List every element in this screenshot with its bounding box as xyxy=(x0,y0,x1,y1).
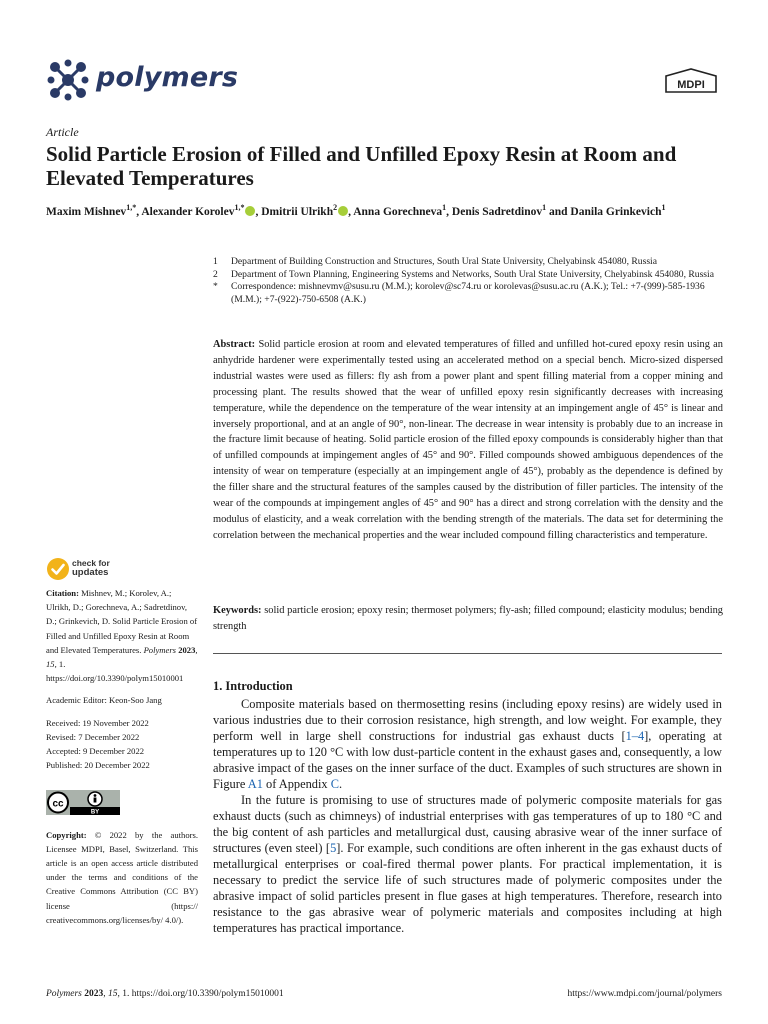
keywords xyxy=(213,603,723,635)
author-name[interactable]: Danila Grinkevich xyxy=(570,206,662,218)
author-separator: , xyxy=(348,206,354,218)
author-name[interactable]: Dmitrii Ulrikh xyxy=(261,206,334,218)
affiliation-item xyxy=(213,269,723,282)
orcid-icon[interactable] xyxy=(245,206,255,216)
footer-doi[interactable]: , 1. https://doi.org/10.3390/polym15010001 xyxy=(117,989,284,999)
citation-doi[interactable]: , 1. https://doi.org/10.3390/polym15010001 xyxy=(46,659,184,684)
author-affiliation-marker: 1,* xyxy=(126,203,137,213)
section-heading-introduction: 1. Introduction xyxy=(213,679,293,693)
footer-journal-url[interactable]: https://www.mdpi.com/journal/polymers xyxy=(567,989,722,999)
introduction-body xyxy=(213,696,722,936)
affiliations xyxy=(213,256,723,306)
citation-year: 2023 xyxy=(178,644,196,655)
appendix-link[interactable]: C xyxy=(330,777,339,791)
author-affiliation-marker: 2 xyxy=(333,203,338,213)
affiliation-item xyxy=(213,281,723,306)
journal-name: polymers xyxy=(96,62,239,93)
author-separator: , xyxy=(446,206,452,218)
keywords-text: solid particle erosion; epoxy resin; thermoset polymers; fly-ash; filled compound; elasticity modulus; bending strength xyxy=(213,605,723,632)
reference-link[interactable]: 1–4 xyxy=(625,729,645,743)
affiliation-text: Department of Town Planning, Engineering Systems and Networks, South Ural State University, Chelyabinsk 454080, Russia xyxy=(231,268,714,280)
mdpi-logo-icon[interactable] xyxy=(662,68,720,94)
author-affiliation-marker: 1,* xyxy=(234,203,245,213)
journal-header xyxy=(46,58,722,102)
article-title: Solid Particle Erosion of Filled and Unfilled Epoxy Resin at Room and Elevated Temperatures xyxy=(46,142,677,190)
affiliation-text: Department of Building Construction and Structures, South Ural State University, Chelyabinsk 454080, Russia xyxy=(231,256,657,267)
polymers-logo-icon xyxy=(46,58,90,102)
author-list xyxy=(46,204,722,220)
author-name[interactable]: Alexander Korolev xyxy=(141,206,235,218)
reference-link[interactable]: 5 xyxy=(330,841,337,855)
author-separator: , xyxy=(136,206,142,218)
citation-label: Citation: xyxy=(46,588,79,598)
date-accepted: Accepted: 9 December 2022 xyxy=(46,746,145,757)
author-affiliation-marker: 1 xyxy=(442,203,447,213)
mdpi-logo-text: MDPI xyxy=(677,79,705,91)
academic-editor: Academic Editor: Keon-Soo Jang xyxy=(46,695,162,706)
affiliation-item xyxy=(213,256,723,269)
date-published: Published: 20 December 2022 xyxy=(46,760,150,771)
orcid-icon[interactable] xyxy=(338,206,348,216)
svg-text:cc: cc xyxy=(52,798,64,810)
check-updates-line1: check for xyxy=(72,558,110,568)
keywords-label: Keywords: xyxy=(213,605,262,616)
publication-dates xyxy=(46,716,198,773)
footer-journal: Polymers xyxy=(46,989,82,999)
author-name[interactable]: Maxim Mishnev xyxy=(46,206,127,218)
author-affiliation-marker: 1 xyxy=(542,203,547,213)
author-name[interactable]: Anna Gorechneva xyxy=(353,206,443,218)
section-divider xyxy=(213,653,722,654)
date-revised: Revised: 7 December 2022 xyxy=(46,731,140,742)
figure-link[interactable]: A1 xyxy=(247,777,263,791)
citation-text: Mishnev, M.; Korolev, A.; Ulrikh, D.; Gorechneva, A.; Sadretdinov, D.; Grinkevich, D. Solid Particle Erosion of Filled and Unfilled Epoxy Resin at Room and Elevated Temperatures. xyxy=(46,588,198,655)
cc-by-label: BY xyxy=(90,809,100,816)
abstract-label: Abstract: xyxy=(213,339,256,350)
copyright-label: Copyright: xyxy=(46,829,87,840)
footer-volume: 15 xyxy=(108,989,118,999)
affiliation-marker: * xyxy=(213,281,218,292)
check-updates-line2: updates xyxy=(72,567,109,578)
affiliation-text: Correspondence: mishnevmv@susu.ru (M.M.); korolev@sc74.ru or korolevas@susu.ac.ru (A.K.); Tel.: +7-(999)-585-1936 (M.M.); +7-(922)-750-6508 (A.K.) xyxy=(231,281,705,305)
abstract-text: Solid particle erosion at room and elevated temperatures of filled and unfilled hot-cured epoxy resin using an anhydride hardener were experimentally tested using an accelerated method on a special bench. Micro-sized dispersed industrial wastes were used as fillers: fly ash from a power plant and spent filling material from a copper mining and processing plant. The results showed that the wear of unfilled epoxy resin significantly decreases with increasing temperature, while the dependence on the temperature of the wear intensity at an impingement angle of 45° is linear and inversely proportional, and at an angle of 90°, non-linear. The decrease in wear intensity is probably due to an increase in the fracture limit because of heating. Solid particle erosion of the filled epoxy compounds is considerably higher than that of unfilled compounds at impingement angles of 45° and 90°. Filled compounds showed ambiguous dependences of the intensity of wear on temperature (especially at an impingement angle of 45°), probably as the dependence is defined by the filler share and the structural features of the samples caused by the distribution of filler particles. The intensity of the wear of the compounds at impingement angles of 45° and 90° has a direct and strong correlation with the density and the modulus of elasticity, and a weak correlation with the bending strength of the materials. The data set for determining the correlation between the mechanical properties and the wear included compound filling characteristics and temperature. xyxy=(213,339,723,541)
check-for-updates-button[interactable] xyxy=(46,556,198,582)
copyright-notice xyxy=(46,828,198,927)
article-type: Article xyxy=(46,125,79,139)
author-separator: and xyxy=(546,206,571,218)
footer-year: 2023 xyxy=(84,989,104,999)
copyright-text: © 2022 by the authors. Licensee MDPI, Basel, Switzerland. This article is an open access article distributed under the terms and conditions of the Creative Commons Attribution (CC BY) license (https:// creativecommons.org/licenses/by/ 4.0/). xyxy=(46,829,198,925)
citation: Citation: Mishnev, M.; Korolev, A.; Ulrikh, D.; Gorechneva, A.; Sadretdinov, D.; Grinkevich, D. Solid Particle Erosion of Filled and Unfilled Epoxy Resin at Room and Elevated Temperatures. Polymers 2023, 15, 1. https://doi.org/10.3390/polym15010001 xyxy=(46,588,198,684)
cc-by-license-icon[interactable] xyxy=(46,790,120,815)
article-info-sidebar xyxy=(46,556,198,927)
affiliation-marker: 2 xyxy=(213,268,218,280)
intro-paragraph-1: Composite materials based on thermosetting resins (including epoxy resins) are widely used in various industries due to their corrosion resistance, high strength, and low weight. For example, they perform well in large shell constructions for industrial gas exhaust ducts [1–4], operating at temperatures up to 120 °C with low dust-particle content in the exhaust gases and, consequently, a low abrasive impact of the gases on the inner surface of the duct. Examples of such structures are shown in Figure A1 of Appendix C. xyxy=(213,697,722,791)
citation-journal: Polymers xyxy=(143,644,177,655)
intro-paragraph-2: In the future is promising to use of structures made of polymeric composite materials for gas exhaust ducts (such as chimneys) of industrial enterprises with gas temperatures of up to 180 °C and the big content of ash particles and metallurgical dust, causing abrasive wear of the inner surface of structures (even steel) [5]. For example, such conditions are often inherent in the gas exhaust ducts of metallurgical enterprises or coal-fired thermal power plants. For practical implementation, it is necessary to predict the service life of such structures made of polymeric composites under the abrasive impact of solid particles present in flue gases at high temperatures. Therefore, research into resistance to the gas abrasive wear of polymeric materials and composites including at high temperatures has practical importance. xyxy=(213,793,722,935)
footer-citation: Polymers 2023, 15, 1. https://doi.org/10.3390/polym15010001 xyxy=(46,989,284,999)
affiliation-marker: 1 xyxy=(213,256,218,267)
author-name[interactable]: Denis Sadretdinov xyxy=(451,206,543,218)
citation-volume: 15 xyxy=(46,659,55,670)
date-received: Received: 19 November 2022 xyxy=(46,717,149,728)
check-for-updates-icon xyxy=(46,557,70,581)
author-separator: , xyxy=(255,206,262,218)
author-affiliation-marker: 1 xyxy=(661,203,666,213)
abstract xyxy=(213,337,723,544)
